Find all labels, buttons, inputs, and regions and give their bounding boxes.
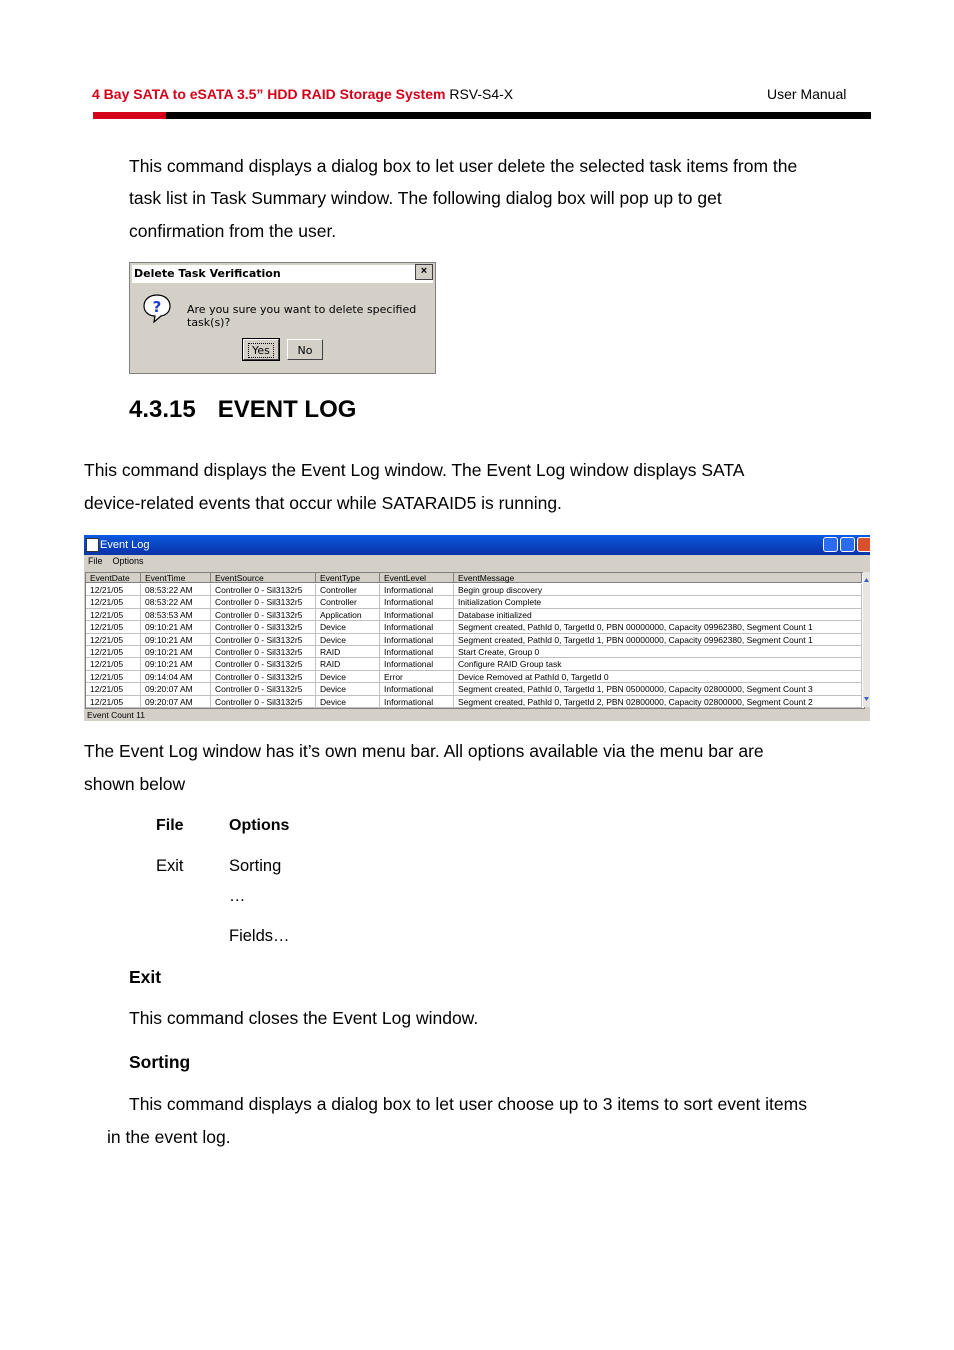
maximize-icon[interactable]: [840, 537, 855, 552]
table-cell: Error: [380, 671, 454, 683]
dialog-message: Are you sure you want to delete specified task(s)?: [187, 303, 417, 329]
table-cell: 12/21/05: [86, 683, 141, 695]
event-table: [85, 572, 865, 709]
table-row[interactable]: [86, 634, 862, 646]
table-cell: 08:53:22 AM: [141, 596, 211, 608]
table-cell: Device Removed at PathId 0, TargetId 0: [454, 671, 862, 683]
yes-button[interactable]: [243, 339, 279, 360]
menu-table-file-header: File: [156, 817, 184, 834]
table-cell: Controller 0 - Sil3132r5: [211, 646, 316, 658]
menu-file[interactable]: File: [88, 556, 103, 566]
delete-task-dialog: [129, 262, 436, 374]
table-cell: Device: [316, 696, 380, 708]
event-intro-line-1: This command displays the Event Log window. The Event Log window displays SATA: [84, 460, 745, 480]
table-cell: Controller 0 - Sil3132r5: [211, 609, 316, 621]
table-cell: Controller: [316, 596, 380, 608]
table-cell: Segment created, PathId 0, TargetId 0, PBN 00000000, Capacity 09962380, Segment Count 1: [454, 621, 862, 633]
menu-table-ellipsis: …: [229, 887, 246, 905]
sorting-heading: Sorting: [129, 1052, 191, 1072]
table-cell: Controller 0 - Sil3132r5: [211, 658, 316, 670]
menubar-intro-line-2: shown below: [84, 774, 186, 794]
table-cell: Informational: [380, 634, 454, 646]
table-cell: Controller 0 - Sil3132r5: [211, 671, 316, 683]
header-rule-red: [93, 112, 166, 119]
table-cell: RAID: [316, 646, 380, 658]
no-button[interactable]: No: [287, 339, 323, 360]
col-event-level[interactable]: EventLevel: [380, 573, 454, 583]
sorting-line-2: in the event log.: [107, 1127, 231, 1147]
table-cell: RAID: [316, 658, 380, 670]
section-heading: [129, 396, 356, 424]
table-cell: 12/21/05: [86, 634, 141, 646]
col-event-source[interactable]: EventSource: [211, 573, 316, 583]
table-cell: Device: [316, 683, 380, 695]
intro-line-3: confirmation from the user.: [129, 221, 337, 241]
table-cell: 12/21/05: [86, 596, 141, 608]
table-cell: 12/21/05: [86, 621, 141, 633]
menu-table-exit: Exit: [156, 857, 184, 875]
event-log-window: [84, 535, 870, 721]
table-cell: Controller 0 - Sil3132r5: [211, 621, 316, 633]
table-row[interactable]: [86, 696, 862, 708]
table-cell: 08:53:53 AM: [141, 609, 211, 621]
table-cell: 12/21/05: [86, 584, 141, 596]
event-count-status: Event Count 11: [87, 710, 145, 720]
header-doc-type: User Manual: [767, 86, 847, 102]
minimize-icon[interactable]: [823, 537, 838, 552]
table-row[interactable]: [86, 683, 862, 695]
col-event-date[interactable]: EventDate: [86, 573, 141, 583]
svg-text:?: ?: [152, 298, 162, 316]
event-log-menubar: [84, 555, 870, 568]
table-cell: 09:20:07 AM: [141, 696, 211, 708]
event-table-scrollbar[interactable]: [863, 572, 870, 707]
table-cell: Configure RAID Group task: [454, 658, 862, 670]
header-model: RSV-S4-X: [449, 86, 514, 102]
sorting-line-1: This command displays a dialog box to let user choose up to 3 items to sort event items: [129, 1094, 807, 1114]
table-row[interactable]: [86, 584, 862, 596]
table-row[interactable]: [86, 596, 862, 608]
table-row[interactable]: [86, 621, 862, 633]
table-cell: Informational: [380, 596, 454, 608]
table-cell: 12/21/05: [86, 671, 141, 683]
table-cell: Controller 0 - Sil3132r5: [211, 634, 316, 646]
section-number: 4.3.15: [129, 396, 196, 423]
table-cell: Segment created, PathId 0, TargetId 1, PBN 05000000, Capacity 02800000, Segment Count 3: [454, 683, 862, 695]
dialog-close-button[interactable]: ×: [415, 264, 433, 280]
table-cell: Start Create, Group 0: [454, 646, 862, 658]
event-table-header: [86, 573, 862, 584]
table-cell: Controller 0 - Sil3132r5: [211, 696, 316, 708]
menu-options[interactable]: Options: [112, 556, 144, 566]
header-rule-black: [166, 112, 871, 119]
table-cell: Informational: [380, 696, 454, 708]
col-event-type[interactable]: EventType: [316, 573, 380, 583]
table-row[interactable]: [86, 658, 862, 670]
table-row[interactable]: [86, 609, 862, 621]
table-cell: 09:10:21 AM: [141, 646, 211, 658]
app-icon: [86, 538, 99, 552]
col-event-time[interactable]: EventTime: [141, 573, 211, 583]
table-cell: 08:53:22 AM: [141, 584, 211, 596]
table-cell: 09:10:21 AM: [141, 621, 211, 633]
table-cell: Segment created, PathId 0, TargetId 1, PBN 00000000, Capacity 09962380, Segment Count 1: [454, 634, 862, 646]
table-cell: Device: [316, 671, 380, 683]
table-cell: Informational: [380, 658, 454, 670]
menubar-intro-line-1: The Event Log window has it’s own menu bar. All options available via the menu bar are: [84, 741, 764, 761]
table-cell: 12/21/05: [86, 609, 141, 621]
menu-table-fields: Fields…: [229, 927, 290, 945]
table-cell: Application: [316, 609, 380, 621]
event-log-title: Event Log: [100, 539, 150, 551]
table-cell: 12/21/05: [86, 696, 141, 708]
event-intro-line-2: device-related events that occur while SATARAID5 is running.: [84, 493, 562, 513]
table-cell: Controller 0 - Sil3132r5: [211, 596, 316, 608]
menu-table-options-header: Options: [229, 817, 290, 834]
page-header-title: [92, 86, 513, 102]
dialog-title: Delete Task Verification: [132, 265, 433, 283]
table-cell: Begin group discovery: [454, 584, 862, 596]
table-cell: Initialization Complete: [454, 596, 862, 608]
header-product-name: 4 Bay SATA to eSATA 3.5” HDD RAID Storage System: [92, 86, 446, 102]
intro-line-1: This command displays a dialog box to let user delete the selected task items from the: [129, 156, 798, 176]
table-cell: 09:20:07 AM: [141, 683, 211, 695]
table-cell: Segment created, PathId 0, TargetId 2, PBN 02800000, Capacity 02800000, Segment Count 2: [454, 696, 862, 708]
table-cell: Controller 0 - Sil3132r5: [211, 584, 316, 596]
table-cell: Database initialized: [454, 609, 862, 621]
section-title: EVENT LOG: [217, 396, 357, 423]
col-event-message[interactable]: EventMessage: [454, 573, 862, 583]
table-cell: Device: [316, 621, 380, 633]
exit-heading: Exit: [129, 967, 162, 987]
table-cell: Controller 0 - Sil3132r5: [211, 683, 316, 695]
table-cell: Informational: [380, 646, 454, 658]
table-cell: Informational: [380, 609, 454, 621]
table-cell: 12/21/05: [86, 658, 141, 670]
intro-line-2: task list in Task Summary window. The following dialog box will pop up to get: [129, 188, 722, 208]
event-log-titlebar: [84, 535, 870, 555]
table-cell: 09:10:21 AM: [141, 658, 211, 670]
table-row[interactable]: [86, 671, 862, 683]
table-cell: 09:10:21 AM: [141, 634, 211, 646]
question-icon: [142, 293, 172, 323]
table-cell: Informational: [380, 683, 454, 695]
table-cell: Device: [316, 634, 380, 646]
table-cell: Informational: [380, 584, 454, 596]
table-cell: 12/21/05: [86, 646, 141, 658]
table-cell: Controller: [316, 584, 380, 596]
table-cell: Informational: [380, 621, 454, 633]
menu-table-sorting: Sorting: [229, 857, 282, 875]
table-row[interactable]: [86, 646, 862, 658]
table-cell: 09:14:04 AM: [141, 671, 211, 683]
close-icon[interactable]: [857, 537, 870, 552]
yes-button-label: Yes: [248, 343, 274, 358]
scrollbar-arrows-icon: [863, 572, 870, 707]
exit-text: This command closes the Event Log window.: [129, 1008, 479, 1028]
